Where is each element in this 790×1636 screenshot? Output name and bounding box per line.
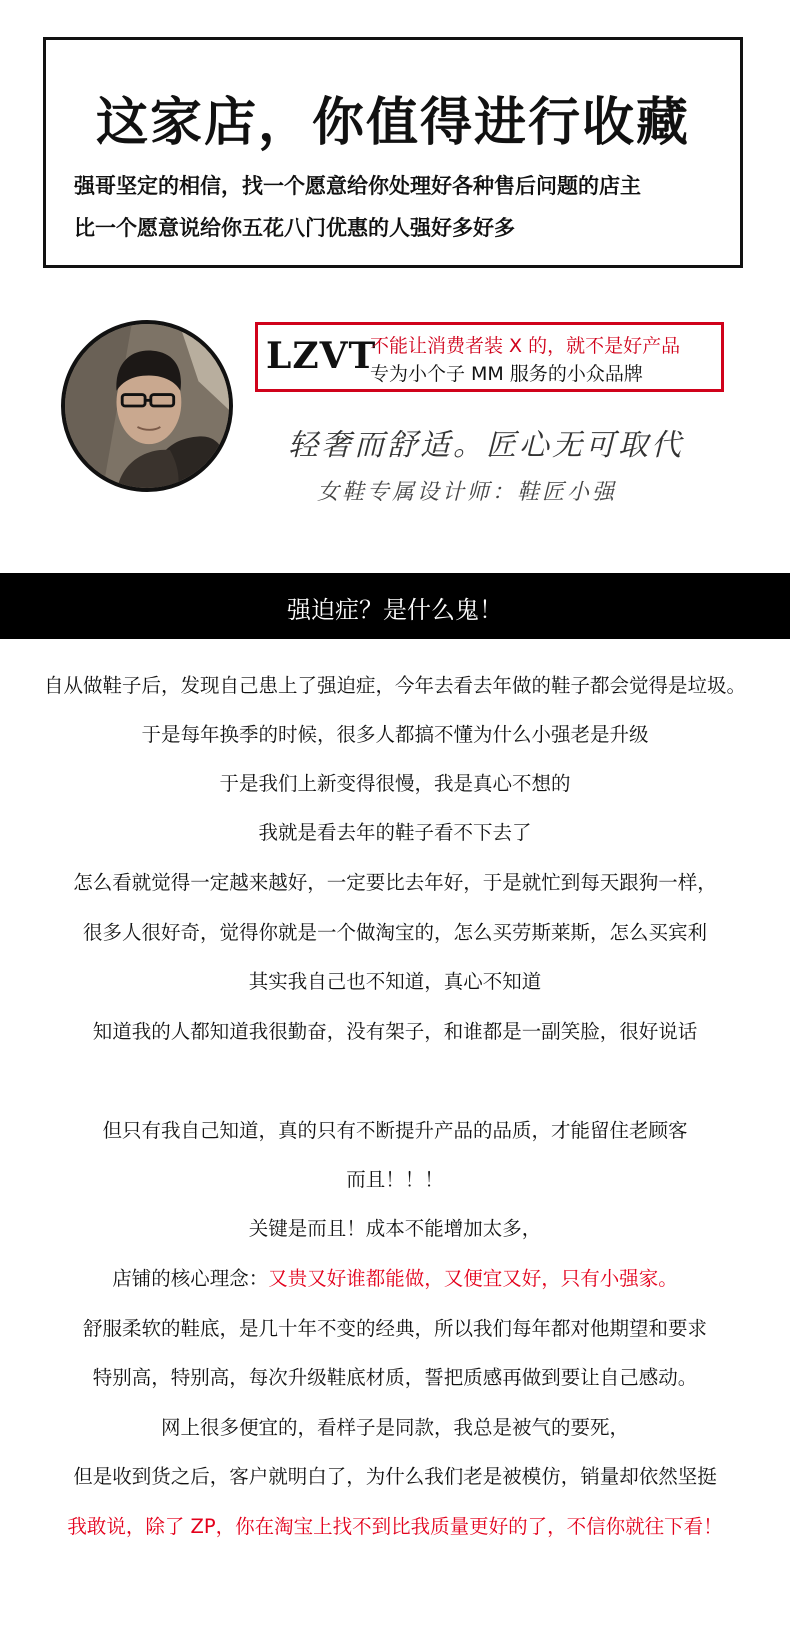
body-line: 关键是而且！成本不能增加太多， xyxy=(248,1217,542,1240)
headline: 这家店，你值得进行收藏 xyxy=(95,93,690,153)
portrait-illustration xyxy=(65,324,229,488)
brand-logo: LZVT xyxy=(266,335,377,377)
body-line: 舒服柔软的鞋底，是几十年不变的经典，所以我们每年都对他期望和要求 xyxy=(82,1317,707,1340)
body-line: 但是收到货之后，客户就明白了，为什么我们老是被模仿，销量却依然坚挺 xyxy=(73,1465,717,1488)
header-line-2: 比一个愿意说给你五花八门优惠的人强好多好多 xyxy=(74,216,515,240)
body-line: 而且！！！ xyxy=(346,1168,444,1191)
header-line-1: 强哥坚定的相信，找一个愿意给你处理好各种售后问题的店主 xyxy=(74,174,641,198)
body-line: 知道我的人都知道我很勤奋，没有架子，和谁都是一副笑脸，很好说话 xyxy=(92,1020,698,1043)
body-line: 特别高，特别高，每次升级鞋底材质，誓把质感再做到要让自己感动。 xyxy=(92,1366,698,1389)
body-line: 网上很多便宜的，看样子是同款，我总是被气的要死， xyxy=(160,1416,629,1439)
designer-avatar xyxy=(61,320,233,492)
header-box xyxy=(43,37,743,268)
section-banner xyxy=(0,573,790,639)
script-designer: 女鞋专属设计师：鞋匠小强 xyxy=(317,480,618,505)
brand-slogan-black: 专为小个子 MM 服务的小众品牌 xyxy=(370,363,643,385)
script-tagline: 轻奢而舒适。匠心无可取代 xyxy=(288,428,684,463)
core-concept-prefix: 店铺的核心理念： xyxy=(112,1267,269,1290)
body-line: 很多人很好奇，觉得你就是一个做淘宝的，怎么买劳斯莱斯，怎么买宾利 xyxy=(82,921,707,944)
brand-slogan-red: 不能让消费者装 X 的，就不是好产品 xyxy=(370,335,681,357)
body-line: 其实我自己也不知道，真心不知道 xyxy=(248,970,542,993)
core-concept-line xyxy=(0,1263,790,1291)
body-line: 于是每年换季的时候，很多人都搞不懂为什么小强老是升级 xyxy=(141,723,649,746)
body-line: 自从做鞋子后，发现自己患上了强迫症，今年去看去年做的鞋子都会觉得是垃圾。 xyxy=(43,674,746,697)
closing-claim: 我敢说，除了 ZP，你在淘宝上找不到比我质量更好的了，不信你就往下看！ xyxy=(67,1515,723,1538)
body-line: 我就是看去年的鞋子看不下去了 xyxy=(258,821,532,844)
body-line: 怎么看就觉得一定越来越好，一定要比去年好，于是就忙到每天跟狗一样， xyxy=(73,871,717,894)
core-concept-highlight: 又贵又好谁都能做，又便宜又好，只有小强家。 xyxy=(268,1267,678,1290)
banner-title: 强迫症？是什么鬼！ xyxy=(287,596,503,624)
body-line: 但只有我自己知道，真的只有不断提升产品的品质，才能留住老顾客 xyxy=(102,1119,688,1142)
brand-box xyxy=(255,322,724,392)
body-line: 于是我们上新变得很慢，我是真心不想的 xyxy=(219,772,571,795)
